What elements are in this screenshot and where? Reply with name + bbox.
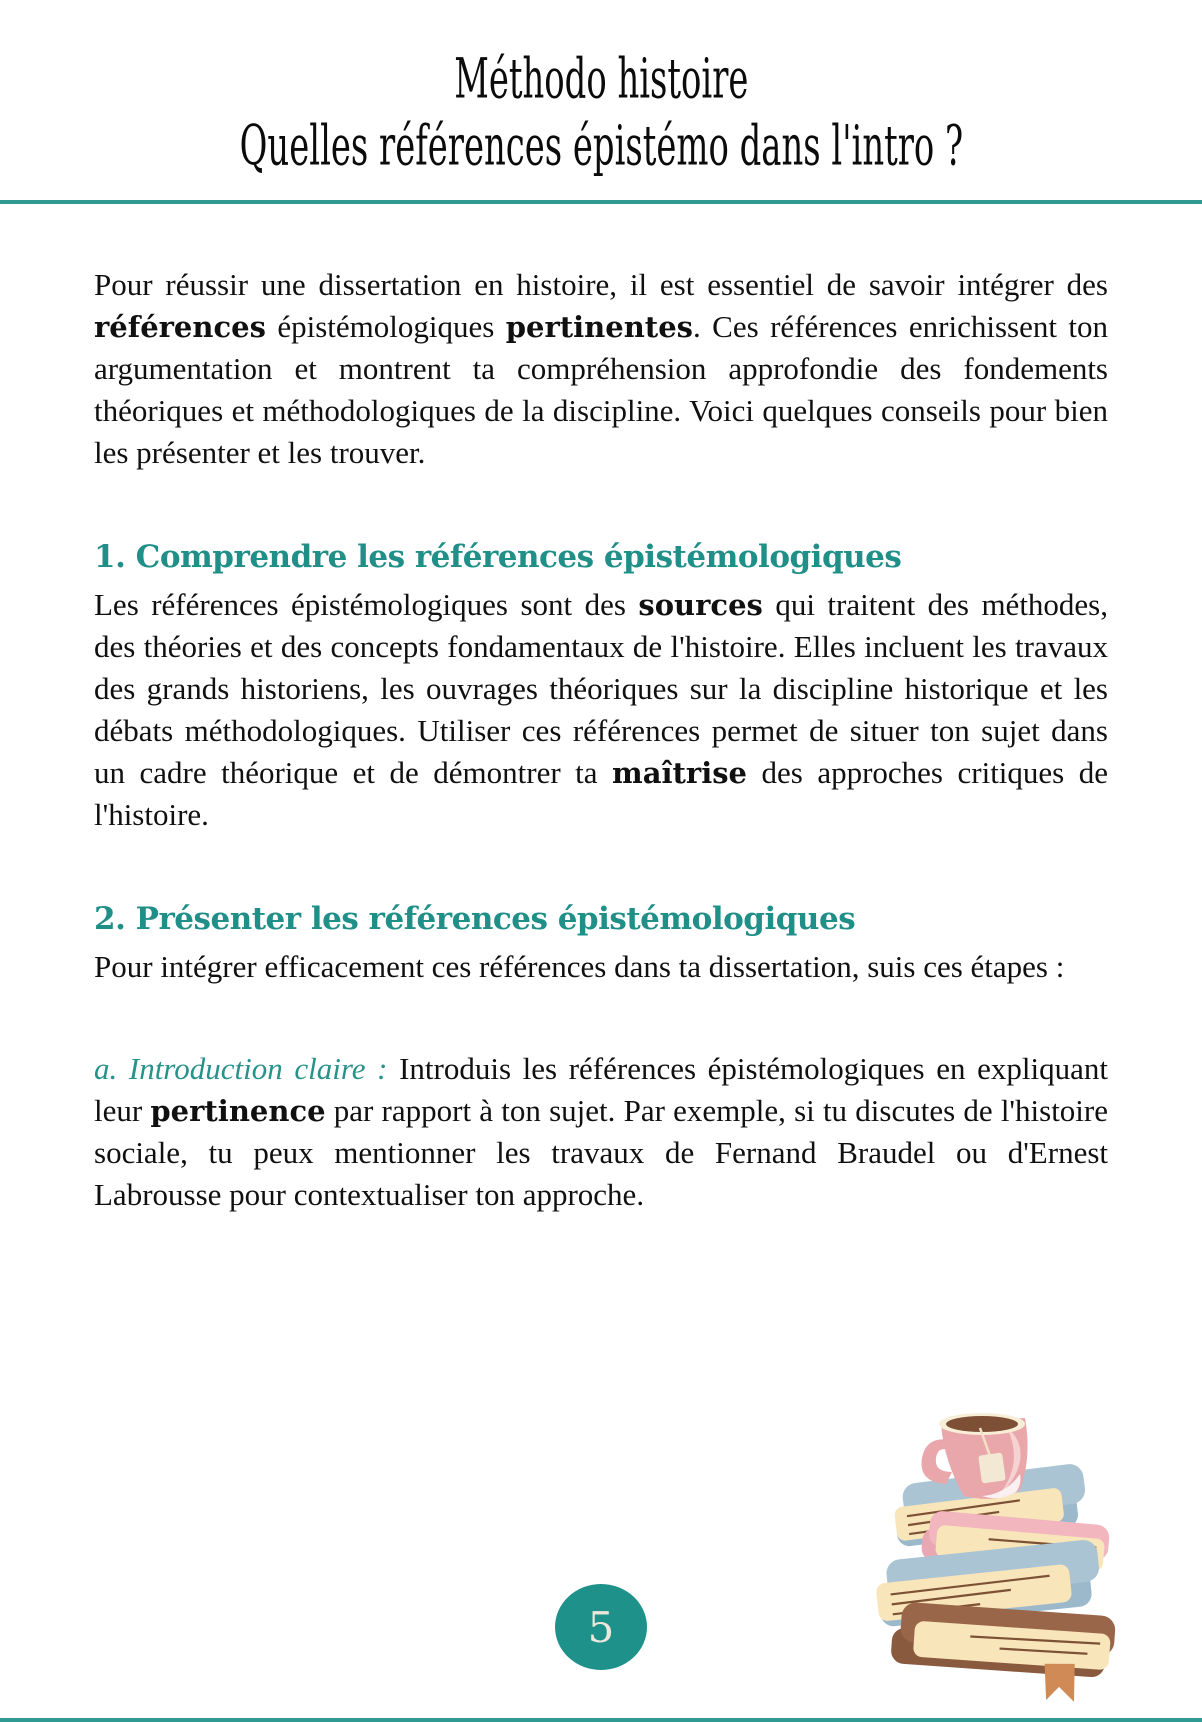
bookmark-orange bbox=[1042, 1662, 1077, 1702]
header-divider-rule bbox=[0, 200, 1202, 204]
page-number: 5 bbox=[587, 1602, 615, 1652]
page-title-line-1: Méthodo histoire bbox=[453, 46, 749, 112]
teabag-tag bbox=[978, 1452, 1006, 1483]
page-header bbox=[0, 0, 1202, 186]
page-number-badge bbox=[555, 1584, 647, 1670]
intro-paragraph: Pour réussir une dissertation en histoire, il est essentiel de savoir intégrer des références épistémologiques pertinentes. Ces références enrichissent ton argumentation et montrent ta compréhension approfondie des fondements théoriques et méthodologiques de la discipline. Voici quelques conseils pour bien les présenter et les trouver. bbox=[94, 267, 1108, 470]
footer-divider-rule bbox=[0, 1718, 1202, 1722]
section-2-heading: 2. Présenter les références épistémologiques bbox=[94, 901, 856, 937]
section-1-paragraph: Les références épistémologiques sont des sources qui traitent des méthodes, des théories et des concepts fondamentaux de l'histoire. Elles incluent les travaux des grands historiens, les ouvrages théoriques sur la discipline historique et les débats méthodologiques. Utiliser ces références permet de situer ton sujet dans un cadre théorique et de démontrer ta maîtrise des approches critiques de l'histoire. bbox=[94, 587, 1109, 832]
section-2-paragraph: Pour intégrer efficacement ces références dans ta dissertation, suis ces étapes : bbox=[94, 949, 1065, 984]
book-bottom-brown bbox=[888, 1601, 1116, 1704]
page-title-line-1-wrap bbox=[0, 46, 1202, 119]
section-1-heading: 1. Comprendre les références épistémologiques bbox=[94, 539, 902, 575]
page-title-line-2-wrap bbox=[0, 113, 1202, 186]
page-content bbox=[94, 264, 1108, 1216]
step-a-paragraph: a. Introduction claire : Introduis les références épistémologiques en expliquant leur pertinence par rapport à ton sujet. Par exemple, si tu discutes de l'histoire sociale, tu peux mentionner les travaux de Fernand Braudel ou d'Ernest Labrousse pour contextualiser ton approche. bbox=[94, 1051, 1108, 1212]
page-title-line-2: Quelles références épistémo dans l'intro ? bbox=[239, 113, 963, 179]
books-and-tea-illustration bbox=[860, 1378, 1196, 1714]
